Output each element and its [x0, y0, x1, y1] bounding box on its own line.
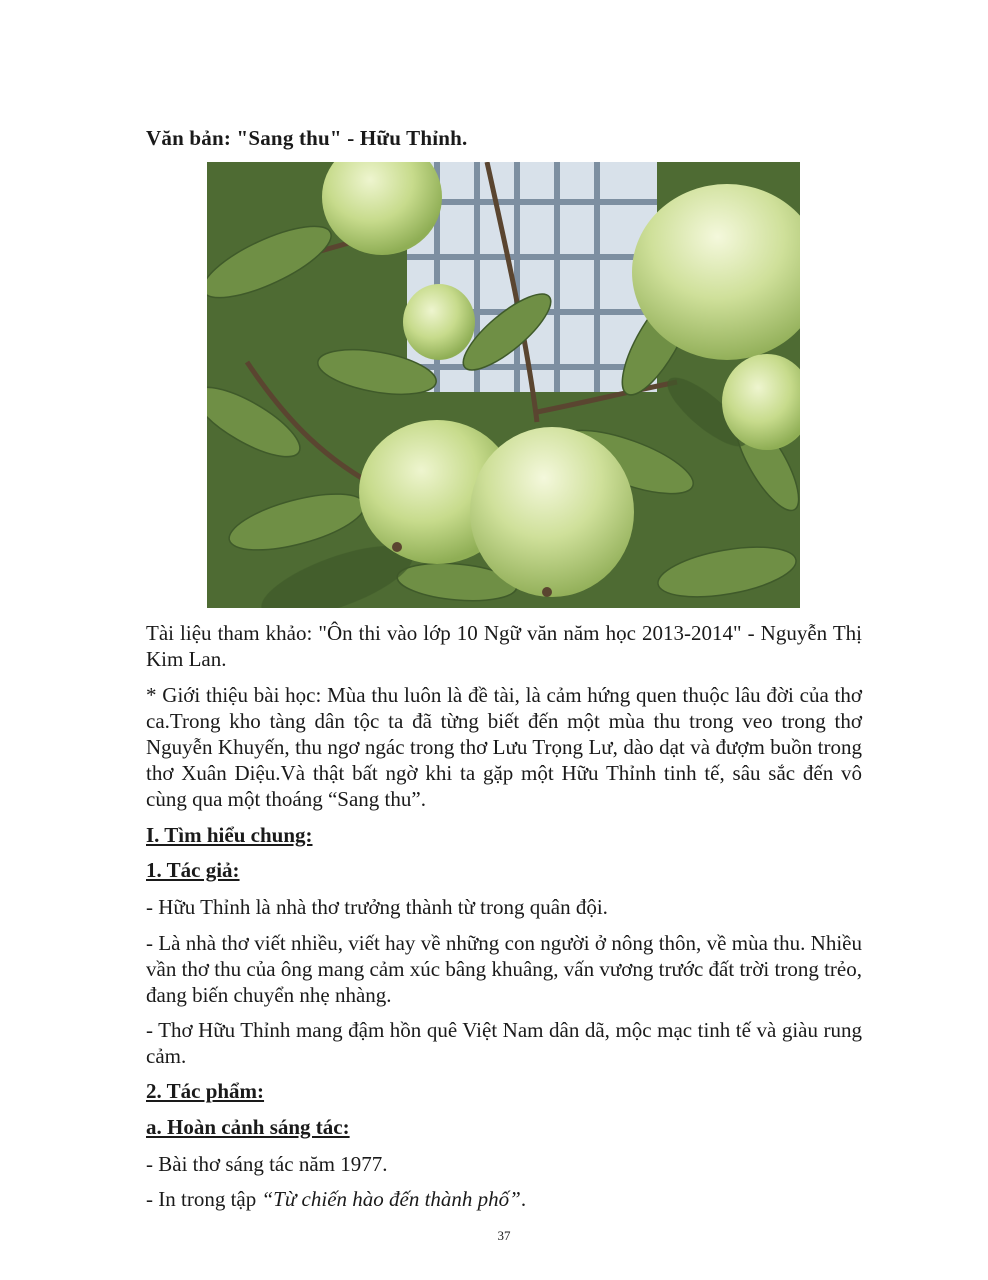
author-paragraph-2: - Là nhà thơ viết nhiều, viết hay về những con người ở nông thôn, về mùa thu. Nhiều vần thơ thu của ông mang cảm xúc bâng khuâng, vấn vương trước đất trời trong trẻo, đang biến chuyển nhẹ nhàng. [146, 931, 862, 1007]
context-paragraph-1: - Bài thơ sáng tác năm 1977. [146, 1152, 388, 1176]
collection-title: “Từ chiến hào đến thành phố” [261, 1187, 521, 1211]
context-heading: a. Hoàn cảnh sáng tác: [146, 1115, 350, 1139]
work-heading: 2. Tác phẩm: [146, 1079, 265, 1103]
author-paragraph-3: - Thơ Hữu Thỉnh mang đậm hồn quê Việt Nam dân dã, mộc mạc tinh tế và giàu rung cảm. [146, 1018, 862, 1068]
lesson-intro: * Giới thiệu bài học: Mùa thu luôn là đề tài, là cảm hứng quen thuộc lâu đời của thơ ca.Trong kho tàng dân tộc ta đã từng biết đến một mùa thu trong veo trong thơ Nguyễn Khuyến, thu ngơ ngác trong thơ Lưu Trọng Lư, dào dạt và đượm buồn trong thơ Xuân Diệu.Và thật bất ngờ khi ta gặp một Hữu Thỉnh tinh tế, sâu sắc đến vô cùng qua một thoáng “Sang thu”. [146, 683, 862, 811]
author-heading: 1. Tác giả: [146, 858, 240, 882]
guava-illustration [207, 162, 800, 608]
guava-photo [207, 162, 800, 608]
section-heading-general: I. Tìm hiểu chung: [146, 823, 313, 847]
page-number: 37 [497, 1228, 511, 1243]
author-paragraph-1: - Hữu Thỉnh là nhà thơ trưởng thành từ trong quân đội. [146, 895, 608, 919]
reference-text: Tài liệu tham khảo: "Ôn thi vào lớp 10 Ngữ văn năm học 2013-2014" - Nguyễn Thị Kim Lan. [146, 621, 862, 671]
context-paragraph-2 [146, 1186, 862, 1212]
document-title: Văn bản: "Sang thu" - Hữu Thỉnh. [146, 126, 468, 150]
context-paragraph-2-prefix: - In trong tập [146, 1187, 262, 1211]
context-paragraph-2-suffix: . [520, 1187, 527, 1211]
document-page [146, 0, 862, 1280]
